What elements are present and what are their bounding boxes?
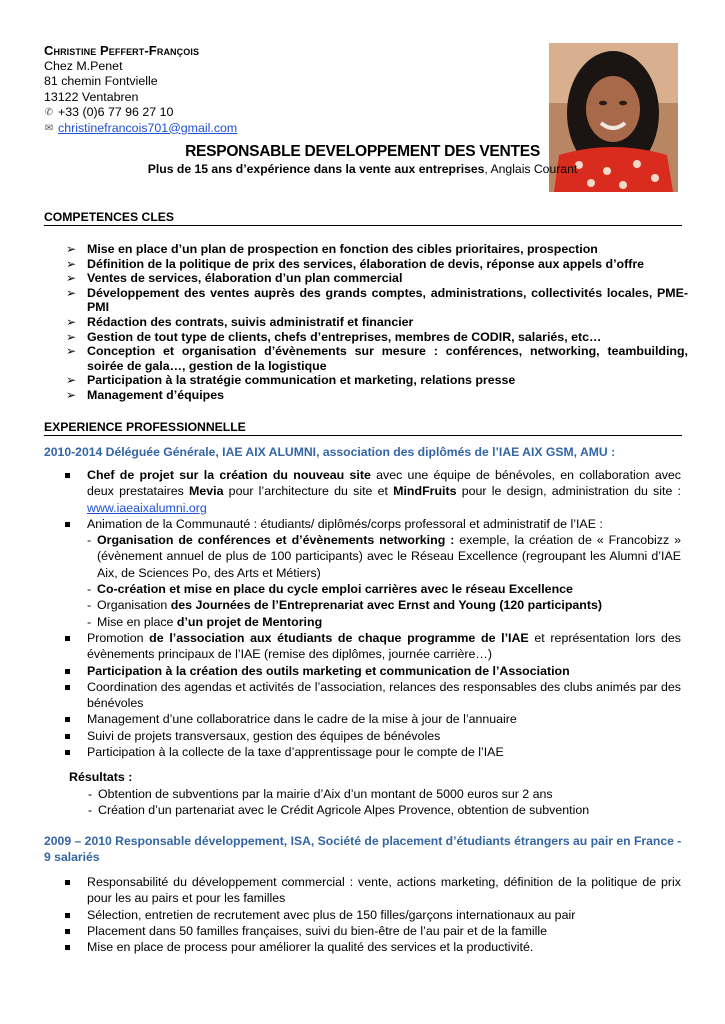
list-item: Mise en place de process pour améliorer la qualité des services et la productivité. <box>65 939 681 955</box>
list-item: Participation à la création des outils marketing et communication de l’Association <box>65 663 681 679</box>
job-heading-iae: 2010-2014 Déléguée Générale, IAE AIX ALUMNI, association des diplômés de l’IAE AIX GSM, AMU : <box>44 445 616 459</box>
bullet-icon <box>65 473 70 478</box>
bullet-icon <box>65 945 70 950</box>
bullet-icon <box>65 717 70 722</box>
list-item: ➢ Ventes de services, élaboration d’un plan commercial <box>66 271 688 286</box>
bullet-icon <box>65 734 70 739</box>
list-item: ➢ Gestion de tout type de clients, chefs d’entreprises, membres de CODIR, salariés, etc… <box>66 330 688 345</box>
job-iae-list <box>65 467 681 760</box>
list-item: Coordination des agendas et activités de l’association, relances des responsables des clubs animés par des bénévoles <box>65 679 681 712</box>
address-line: 13122 Ventabren <box>44 89 139 104</box>
website-link[interactable]: www.iaeaixalumni.org <box>87 500 207 515</box>
list-item: ➢ Conception et organisation d’évènements sur mesure : conférences, networking, teambuilding, soirée de gala…, gestion de la logistique <box>66 344 688 373</box>
bullet-icon <box>65 880 70 885</box>
bullet-icon <box>65 685 70 690</box>
bullet-icon <box>65 750 70 755</box>
list-item: ➢ Rédaction des contrats, suivis administratif et financier <box>66 315 688 330</box>
results-label: Résultats : <box>69 770 133 784</box>
list-item: ➢ Participation à la stratégie communication et marketing, relations presse <box>66 373 688 388</box>
job-title: RESPONSABLE DEVELOPPEMENT DES VENTES <box>185 143 540 160</box>
results-list <box>88 786 682 819</box>
address-line: Chez M.Penet <box>44 59 123 73</box>
list-item: ➢ Définition de la politique de prix des services, élaboration de devis, réponse aux appels d’offre <box>66 257 688 272</box>
list-item: Management d’une collaboratrice dans le cadre de la mise à jour de l’annuaire <box>65 711 681 727</box>
bullet-icon <box>65 929 70 934</box>
list-item: Chef de projet sur la création du nouveau site avec une équipe de bénévoles, en collaboration avec deux prestataires Mevia pour l’architecture du site et MindFruits pour le design, administration du site : www.iaeaixalumni.org <box>65 467 681 516</box>
bullet-icon <box>65 913 70 918</box>
job-heading-isa: 2009 – 2010 Responsable développement, ISA, Société de placement d’étudiants étrangers au pair en France - 9 salariés <box>44 834 682 864</box>
list-item: ➢ Mise en place d’un plan de prospection en fonction des cibles prioritaires, prospection <box>66 242 688 257</box>
competences-list <box>66 242 688 403</box>
email-icon: ✉ <box>44 122 54 134</box>
section-heading-competences: COMPETENCES CLES <box>44 210 682 226</box>
phone-icon: ✆ <box>44 107 54 119</box>
sub-list <box>87 532 681 630</box>
job-isa-list <box>65 874 681 955</box>
bullet-icon <box>65 669 70 674</box>
phone-number: +33 (0)6 77 96 27 10 <box>58 105 174 120</box>
sub-list-item: - Organisation des Journées de l’Entreprenariat avec Ernst and Young (120 participants) <box>87 597 681 613</box>
list-item: Suivi de projets transversaux, gestion des équipes de bénévoles <box>65 728 681 744</box>
list-item: Sélection, entretien de recrutement avec plus de 150 filles/garçons internationaux au pair <box>65 907 681 923</box>
subtitle-experience: Plus de 15 ans d’expérience dans la vente aux entreprises <box>147 162 485 176</box>
list-item: ➢ Management d’équipes <box>66 388 688 403</box>
subtitle <box>0 162 725 176</box>
sub-list-item: - Co-création et mise en place du cycle emploi carrières avec le réseau Excellence <box>87 581 681 597</box>
section-heading-experience: EXPERIENCE PROFESSIONNELLE <box>44 420 682 436</box>
list-item: ➢ Développement des ventes auprès des grands comptes, administrations, collectivités locales, PME-PMI <box>66 286 688 315</box>
candidate-name: Christine Peffert-François <box>44 43 200 58</box>
contact-block <box>44 59 237 136</box>
list-item: Animation de la Communauté : étudiants/ diplômés/corps professoral et administratif de l’IAE : - Organisation de conférences et d’évènements networking : exemple, la création de « Francobizz » (évènement annuel de plus de 100 participants) avec le Réseau Excellence (regroupant les Alumni d’IAE Aix, de Sciences Po, des Arts et Métiers) - Co-création et mise en place du cycle emploi carrières avec le réseau Excellence - Organisation des Journées de l’Entreprenariat avec Ernst and Young (120 participants) - Mise en place d’un projet de Mentoring <box>65 516 681 630</box>
sub-list-item: - Création d’un partenariat avec le Crédit Agricole Alpes Provence, obtention de subvention <box>88 802 682 818</box>
bullet-icon <box>65 636 70 641</box>
email-link[interactable]: christinefrancois701@gmail.com <box>58 120 238 135</box>
list-item: Placement dans 50 familles françaises, suivi du bien-être de l’au pair et de la famille <box>65 923 681 939</box>
sub-list-item: - Obtention de subventions par la mairie d’Aix d’un montant de 5000 euros sur 2 ans <box>88 786 682 802</box>
subtitle-language: , Anglais Courant <box>484 162 578 176</box>
list-item: Responsabilité du développement commercial : vente, actions marketing, définition de la politique de prix pour les au pairs et pour les familles <box>65 874 681 907</box>
bullet-icon <box>65 522 70 527</box>
list-item: Promotion de l’association aux étudiants de chaque programme de l’IAE et représentation lors des évènements principaux de l’IAE (remise des diplômes, journée carrière…) <box>65 630 681 663</box>
address-line: 81 chemin Fontvielle <box>44 74 158 89</box>
sub-list-item: - Mise en place d’un projet de Mentoring <box>87 614 681 630</box>
sub-list-item: - Organisation de conférences et d’évènements networking : exemple, la création de « Francobizz » (évènement annuel de plus de 100 participants) avec le Réseau Excellence (regroupant les Alumni d’IAE Aix, de Sciences Po, des Arts et Métiers) <box>87 532 681 581</box>
list-item: Participation à la collecte de la taxe d’apprentissage pour le compte de l’IAE <box>65 744 681 760</box>
